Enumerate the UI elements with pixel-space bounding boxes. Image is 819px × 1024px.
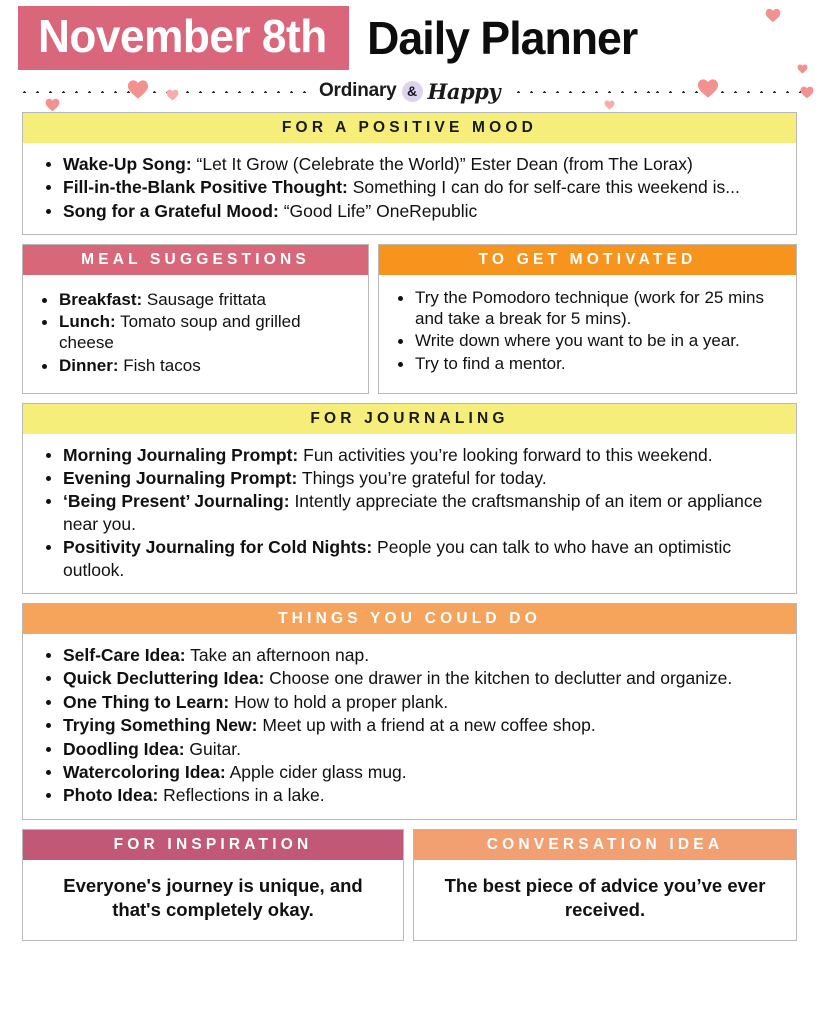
list-item [37, 738, 782, 760]
list-item-text: Sausage frittata [142, 290, 266, 310]
list-item [389, 330, 786, 351]
planner-content [0, 112, 819, 941]
list-item [33, 311, 358, 353]
row-meals-motivation [22, 244, 797, 393]
list-item [37, 467, 782, 489]
brand-logo [307, 79, 512, 104]
card-header-conversation-idea: CONVERSATION IDEA [414, 830, 796, 860]
list-item [389, 287, 786, 329]
card-body-get-motivated [379, 275, 796, 388]
list-item-text: Meet up with a friend at a new coffee shop. [257, 715, 596, 736]
list-item-label: One Thing to Learn: [63, 691, 230, 712]
card-header-positive-mood: FOR A POSITIVE MOOD [23, 113, 796, 143]
list-item-label: Wake-Up Song: [63, 154, 192, 175]
inspiration-quote: Everyone's journey is unique, and that's completely okay. [63, 874, 363, 920]
list-item-text: People you can talk to who have an optimistic outlook. [63, 537, 732, 580]
list-item-text: Intently appreciate the craftsmanship of an item or appliance near you. [63, 491, 763, 534]
list-item-text: Guitar. [184, 738, 241, 759]
list-item [33, 289, 358, 310]
list-item [37, 714, 782, 736]
page-header [0, 0, 819, 112]
page-title: Daily Planner [366, 12, 638, 64]
list-item-text: Tomato soup and grilled cheese [59, 312, 301, 353]
list-item-label: Dinner: [59, 355, 119, 375]
list-item [37, 176, 782, 198]
list-item-text: Take an afternoon nap. [185, 645, 370, 666]
list-item-label: Lunch: [59, 312, 116, 332]
dotted-rule-mid [168, 89, 307, 93]
list-item-label: Watercoloring Idea: [63, 761, 226, 782]
list-item [37, 691, 782, 713]
list-item-label: Evening Journaling Prompt: [63, 468, 298, 489]
list-things-you-could-do [37, 644, 782, 807]
list-item-label: Breakfast: [59, 290, 143, 310]
list-item [37, 153, 782, 175]
list-item [37, 200, 782, 222]
list-item [37, 784, 782, 806]
list-item [389, 353, 786, 374]
list-item [37, 644, 782, 666]
list-item-label: Self-Care Idea: [63, 645, 186, 666]
card-header-journaling: FOR JOURNALING [23, 404, 796, 434]
list-item-text: Reflections in a lake. [158, 785, 325, 806]
list-item-label: Positivity Journaling for Cold Nights: [63, 537, 373, 558]
list-item-text: Try the Pomodoro technique (work for 25 mins and take a break for 5 mins). [415, 288, 764, 329]
list-get-motivated [389, 287, 786, 373]
list-meal-suggestions [33, 289, 358, 375]
list-item-label: Photo Idea: [63, 785, 159, 806]
card-header-get-motivated: TO GET MOTIVATED [379, 245, 796, 275]
row-inspiration-conversation [22, 829, 797, 941]
list-item-text: Fun activities you’re looking forward to this weekend. [298, 444, 713, 465]
date-text: November 8th [38, 10, 327, 62]
title-row [18, 0, 801, 72]
list-item-text: Fish tacos [118, 355, 201, 375]
list-item-label: ‘Being Present’ Journaling: [63, 491, 290, 512]
dotted-rule-left [18, 89, 168, 93]
brand-ordinary-text: Ordinary [318, 80, 397, 101]
list-item-label: Fill-in-the-Blank Positive Thought: [63, 177, 348, 198]
list-item-text: How to hold a proper plank. [229, 691, 449, 712]
list-item [37, 536, 782, 581]
card-header-meal-suggestions: MEAL SUGGESTIONS [23, 245, 368, 275]
card-things-you-could-do [22, 603, 797, 820]
list-item-label: Song for a Grateful Mood: [63, 200, 279, 221]
dotted-rule-far-right [651, 89, 801, 93]
dotted-rule-right [512, 89, 651, 93]
list-journaling [37, 444, 782, 581]
card-body-meal-suggestions [23, 275, 368, 392]
heart-icon [800, 86, 814, 99]
list-item-label: Quick Decluttering Idea: [63, 668, 265, 689]
card-meal-suggestions [22, 244, 369, 393]
brand-ampersand: & [402, 81, 423, 102]
list-item-text: “Good Life” OneRepublic [278, 200, 478, 221]
card-inspiration [22, 829, 404, 941]
list-item [33, 355, 358, 376]
date-banner [18, 6, 349, 70]
list-item-text: “Let It Grow (Celebrate the World)” Ester Dean (from The Lorax) [191, 154, 693, 175]
list-item-text: Choose one drawer in the kitchen to declutter and organize. [264, 668, 733, 689]
card-header-things-you-could-do: THINGS YOU COULD DO [23, 604, 796, 634]
list-item-label: Trying Something New: [63, 715, 258, 736]
card-positive-mood [22, 112, 797, 235]
list-item-text: Try to find a mentor. [415, 353, 566, 373]
card-journaling [22, 403, 797, 594]
card-header-inspiration: FOR INSPIRATION [23, 830, 403, 860]
list-item [37, 667, 782, 689]
card-body-positive-mood [23, 143, 796, 234]
list-item-text: Apple cider glass mug. [225, 761, 407, 782]
list-positive-mood [37, 153, 782, 222]
brand-happy-text: Happy [427, 78, 501, 104]
list-item-text: Something I can do for self-care this weekend is... [347, 177, 740, 198]
list-item-label: Doodling Idea: [63, 738, 185, 759]
list-item [37, 761, 782, 783]
card-conversation-idea [413, 829, 797, 941]
card-body-conversation-idea [414, 860, 796, 940]
conversation-quote: The best piece of advice you’ve ever received. [444, 874, 766, 920]
brand-row [18, 74, 801, 108]
card-get-motivated [378, 244, 797, 393]
list-item [37, 490, 782, 535]
list-item-text: Things you’re grateful for today. [297, 468, 547, 489]
card-body-things-you-could-do [23, 634, 796, 819]
card-body-inspiration [23, 860, 403, 940]
list-item-text: Write down where you want to be in a year. [415, 331, 740, 351]
list-item-label: Morning Journaling Prompt: [63, 444, 299, 465]
list-item [37, 444, 782, 466]
card-body-journaling [23, 434, 796, 593]
